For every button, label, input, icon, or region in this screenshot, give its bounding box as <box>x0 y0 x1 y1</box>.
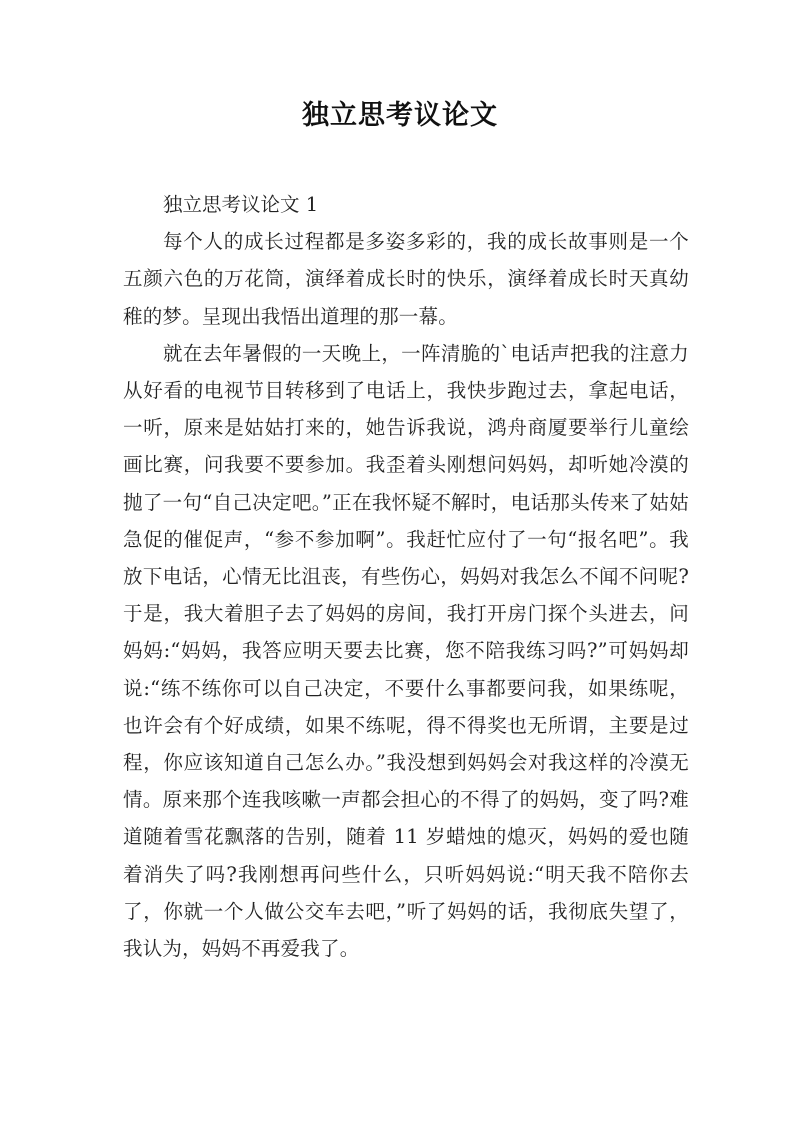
document-title: 独立思考议论文 <box>302 100 498 131</box>
paragraph-1: 每个人的成长过程都是多姿多彩的，我的成长故事则是一个五颜六色的万花筒，演绎着成长时的快乐，演绎着成长时天真幼稚的梦。呈现出我悟出道理的那一幕。 <box>123 230 689 328</box>
section-heading: 独立思考议论文 1 <box>163 193 319 216</box>
paragraph-2: 就在去年暑假的一天晚上，一阵清脆的`电话声把我的注意力从好看的电视节目转移到了电话上，我快步跑过去，拿起电话，一听，原来是姑姑打来的，她告诉我说，鸿舟商厦要举行儿童绘画比赛，问我要不要参加。我歪着头刚想问妈妈，却听她冷漠的抛了一句“自己决定吧。”正在我怀疑不解时，电话那头传来了姑姑急促的催促声，“参不参加啊”。我赶忙应付了一句“报名吧”。我放下电话，心情无比沮丧，有些伤心，妈妈对我怎么不闻不问呢?于是，我大着胆子去了妈妈的房间，我打开房门探个头进去，问妈妈:“妈妈，我答应明天要去比赛，您不陪我练习吗?”可妈妈却说:“练不练你可以自己决定，不要什么事都要问我，如果练呢，也许会有个好成绩，如果不练呢，得不得奖也无所谓，主要是过程，你应该知道自己怎么办。”我没想到妈妈会对我这样的冷漠无情。原来那个连我咳嗽一声都会担心的不得了的妈妈，变了吗?难道随着雪花飘落的告别，随着 11 岁蜡烛的熄灭，妈妈的爱也随着消失了吗?我刚想再问些什么，只听妈妈说:“明天我不陪你去了，你就一个人做公交车去吧，”听了妈妈的话，我彻底失望了，我认为，妈妈不再爱我了。 <box>123 341 689 961</box>
document-body <box>123 186 689 967</box>
